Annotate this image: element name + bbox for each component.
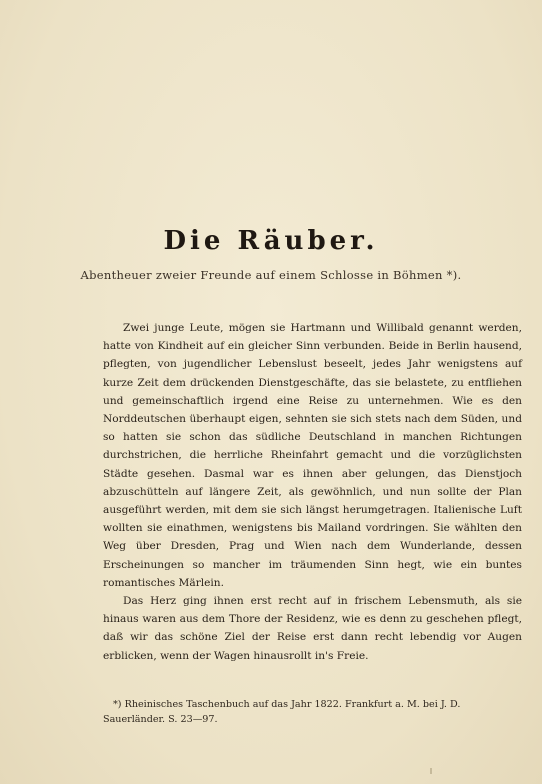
- chapter-subtitle: Abentheuer zweier Freunde auf einem Schlosse in Böhmen *).: [80, 268, 462, 282]
- chapter-title: Die Räuber.: [163, 226, 379, 256]
- paragraph-2: Das Herz ging ihnen erst recht auf in frischem Lebensmuth, als sie hinaus waren aus dem Thore der Residenz, wie es denn zu geschehen pflegt, daß wir das schöne Ziel der Reise erst dann recht lebendig vor Augen erblicken, wenn der Wagen hinausrollt in's Freie.: [103, 595, 522, 662]
- paragraph-1: Zwei junge Leute, mögen sie Hartmann und Willibald genannt werden, hatte von Kindheit auf ein gleicher Sinn verbunden. Beide in Berlin hausend, pflegten, von jugendlicher Lebenslust beseelt, jedes Jahr wenigstens auf kurze Zeit dem drückenden Dienstgeschäfte, das sie belastete, zu entfliehen und gemeinschaftlich irgend eine Reise zu unternehmen. Wie es den Norddeutschen überhaupt eigen, sehnten sie sich stets nach dem Süden, und so hatten sie schon das südliche Deutschland in manchen Richtungen durchstrichen, die herrliche Rheinfahrt gemacht und die vorzüglichsten Städte gesehen. Dasmal war es ihnen aber gelungen, das Dienstjoch abzuschütteln auf längere Zeit, als gewöhnlich, und nun sollte der Plan ausgeführt werden, mit dem sie sich längst herumgetragen. Italienische Luft wollten sie einathmen, wenigstens bis Mailand vordringen. Sie wählten den Weg über Dresden, Prag und Wien nach dem Wunderlande, dessen Erscheinungen so mancher im träumenden Sinn hegt, wie ein buntes romantisches Märlein.: [103, 322, 522, 589]
- body-text: [103, 319, 522, 665]
- footnote: *) Rheinisches Taschenbuch auf das Jahr 1822. Frankfurt a. M. bei J. D. Sauerländer. S. 23—97.: [103, 699, 461, 725]
- page-speck: [430, 768, 432, 774]
